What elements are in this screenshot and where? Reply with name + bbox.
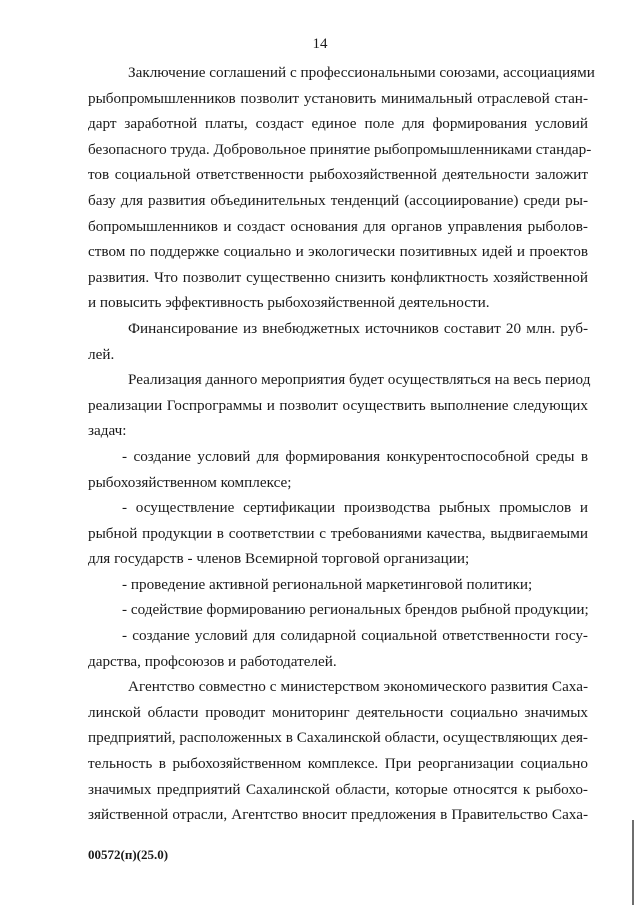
- text-line: для государств - членов Всемирной торговой организации;: [88, 550, 470, 568]
- text-line: тельность в рыбохозяйственном комплексе. При реорганизации социально: [88, 755, 588, 773]
- text-line: предприятий, расположенных в Сахалинской области, осуществляющих дея-: [88, 729, 588, 747]
- text-line: безопасного труда. Добровольное принятие рыбопромышленниками стандар-: [88, 140, 592, 158]
- scan-edge-mark: [632, 820, 634, 905]
- text-line: - содействие формированию региональных брендов рыбной продукции;: [122, 601, 589, 619]
- text-line: - проведение активной региональной маркетинговой политики;: [122, 575, 533, 593]
- text-line: бопромышленников и создаст основания для органов управления рыболов-: [88, 217, 588, 235]
- text-line: - создание условий для формирования конкурентоспособной среды в: [122, 447, 588, 465]
- text-line: лей.: [88, 345, 115, 363]
- text-line: рыбной продукции в соответствии с требованиями качества, выдвигаемыми: [88, 524, 588, 542]
- text-line: реализации Госпрограммы и позволит осуществить выполнение следующих: [88, 396, 588, 414]
- text-line: Заключение соглашений с профессиональными союзами, ассоциациями: [128, 64, 595, 81]
- page-number: 14: [312, 36, 328, 52]
- document-body: [88, 60, 595, 828]
- text-line: рыбопромышленников позволит установить минимальный отраслевой стан-: [88, 89, 588, 107]
- text-line: ством по поддержке социально и экологически позитивных идей и проектов: [88, 243, 588, 261]
- text-line: рыбохозяйственном комплексе;: [88, 473, 292, 491]
- text-line: и повысить эффективность рыбохозяйственной деятельности.: [88, 294, 490, 312]
- document-footer-code: 00572(п)(25.0): [88, 847, 169, 862]
- text-line: тов социальной ответственности рыбохозяйственной деятельности заложит: [88, 166, 588, 184]
- text-line: Агентство совместно с министерством экономического развития Саха-: [128, 678, 588, 696]
- text-line: Финансирование из внебюджетных источников составит 20 млн. руб-: [128, 319, 588, 337]
- text-line: развития. Что позволит существенно снизить конфликтность хозяйственной: [88, 268, 588, 286]
- text-line: линской области проводит мониторинг деятельности социально значимых: [88, 703, 588, 721]
- text-line: задач:: [88, 422, 127, 440]
- text-line: базу для развития объединительных тенденций (ассоциирование) среди ры-: [88, 191, 588, 209]
- text-line: дарства, профсоюзов и работодателей.: [88, 652, 337, 670]
- text-line: - создание условий для солидарной социальной ответственности госу-: [122, 627, 588, 645]
- text-line: - осуществление сертификации производства рыбных промыслов и: [122, 499, 588, 517]
- text-line: Реализация данного мероприятия будет осуществляться на весь период: [128, 371, 591, 389]
- text-line: дарт заработной платы, создаст единое поле для формирования условий: [88, 115, 588, 133]
- text-line: значимых предприятий Сахалинской области, которые относятся к рыбохо-: [88, 780, 588, 798]
- text-line: зяйственной отрасли, Агентство вносит предложения в Правительство Саха-: [88, 806, 588, 824]
